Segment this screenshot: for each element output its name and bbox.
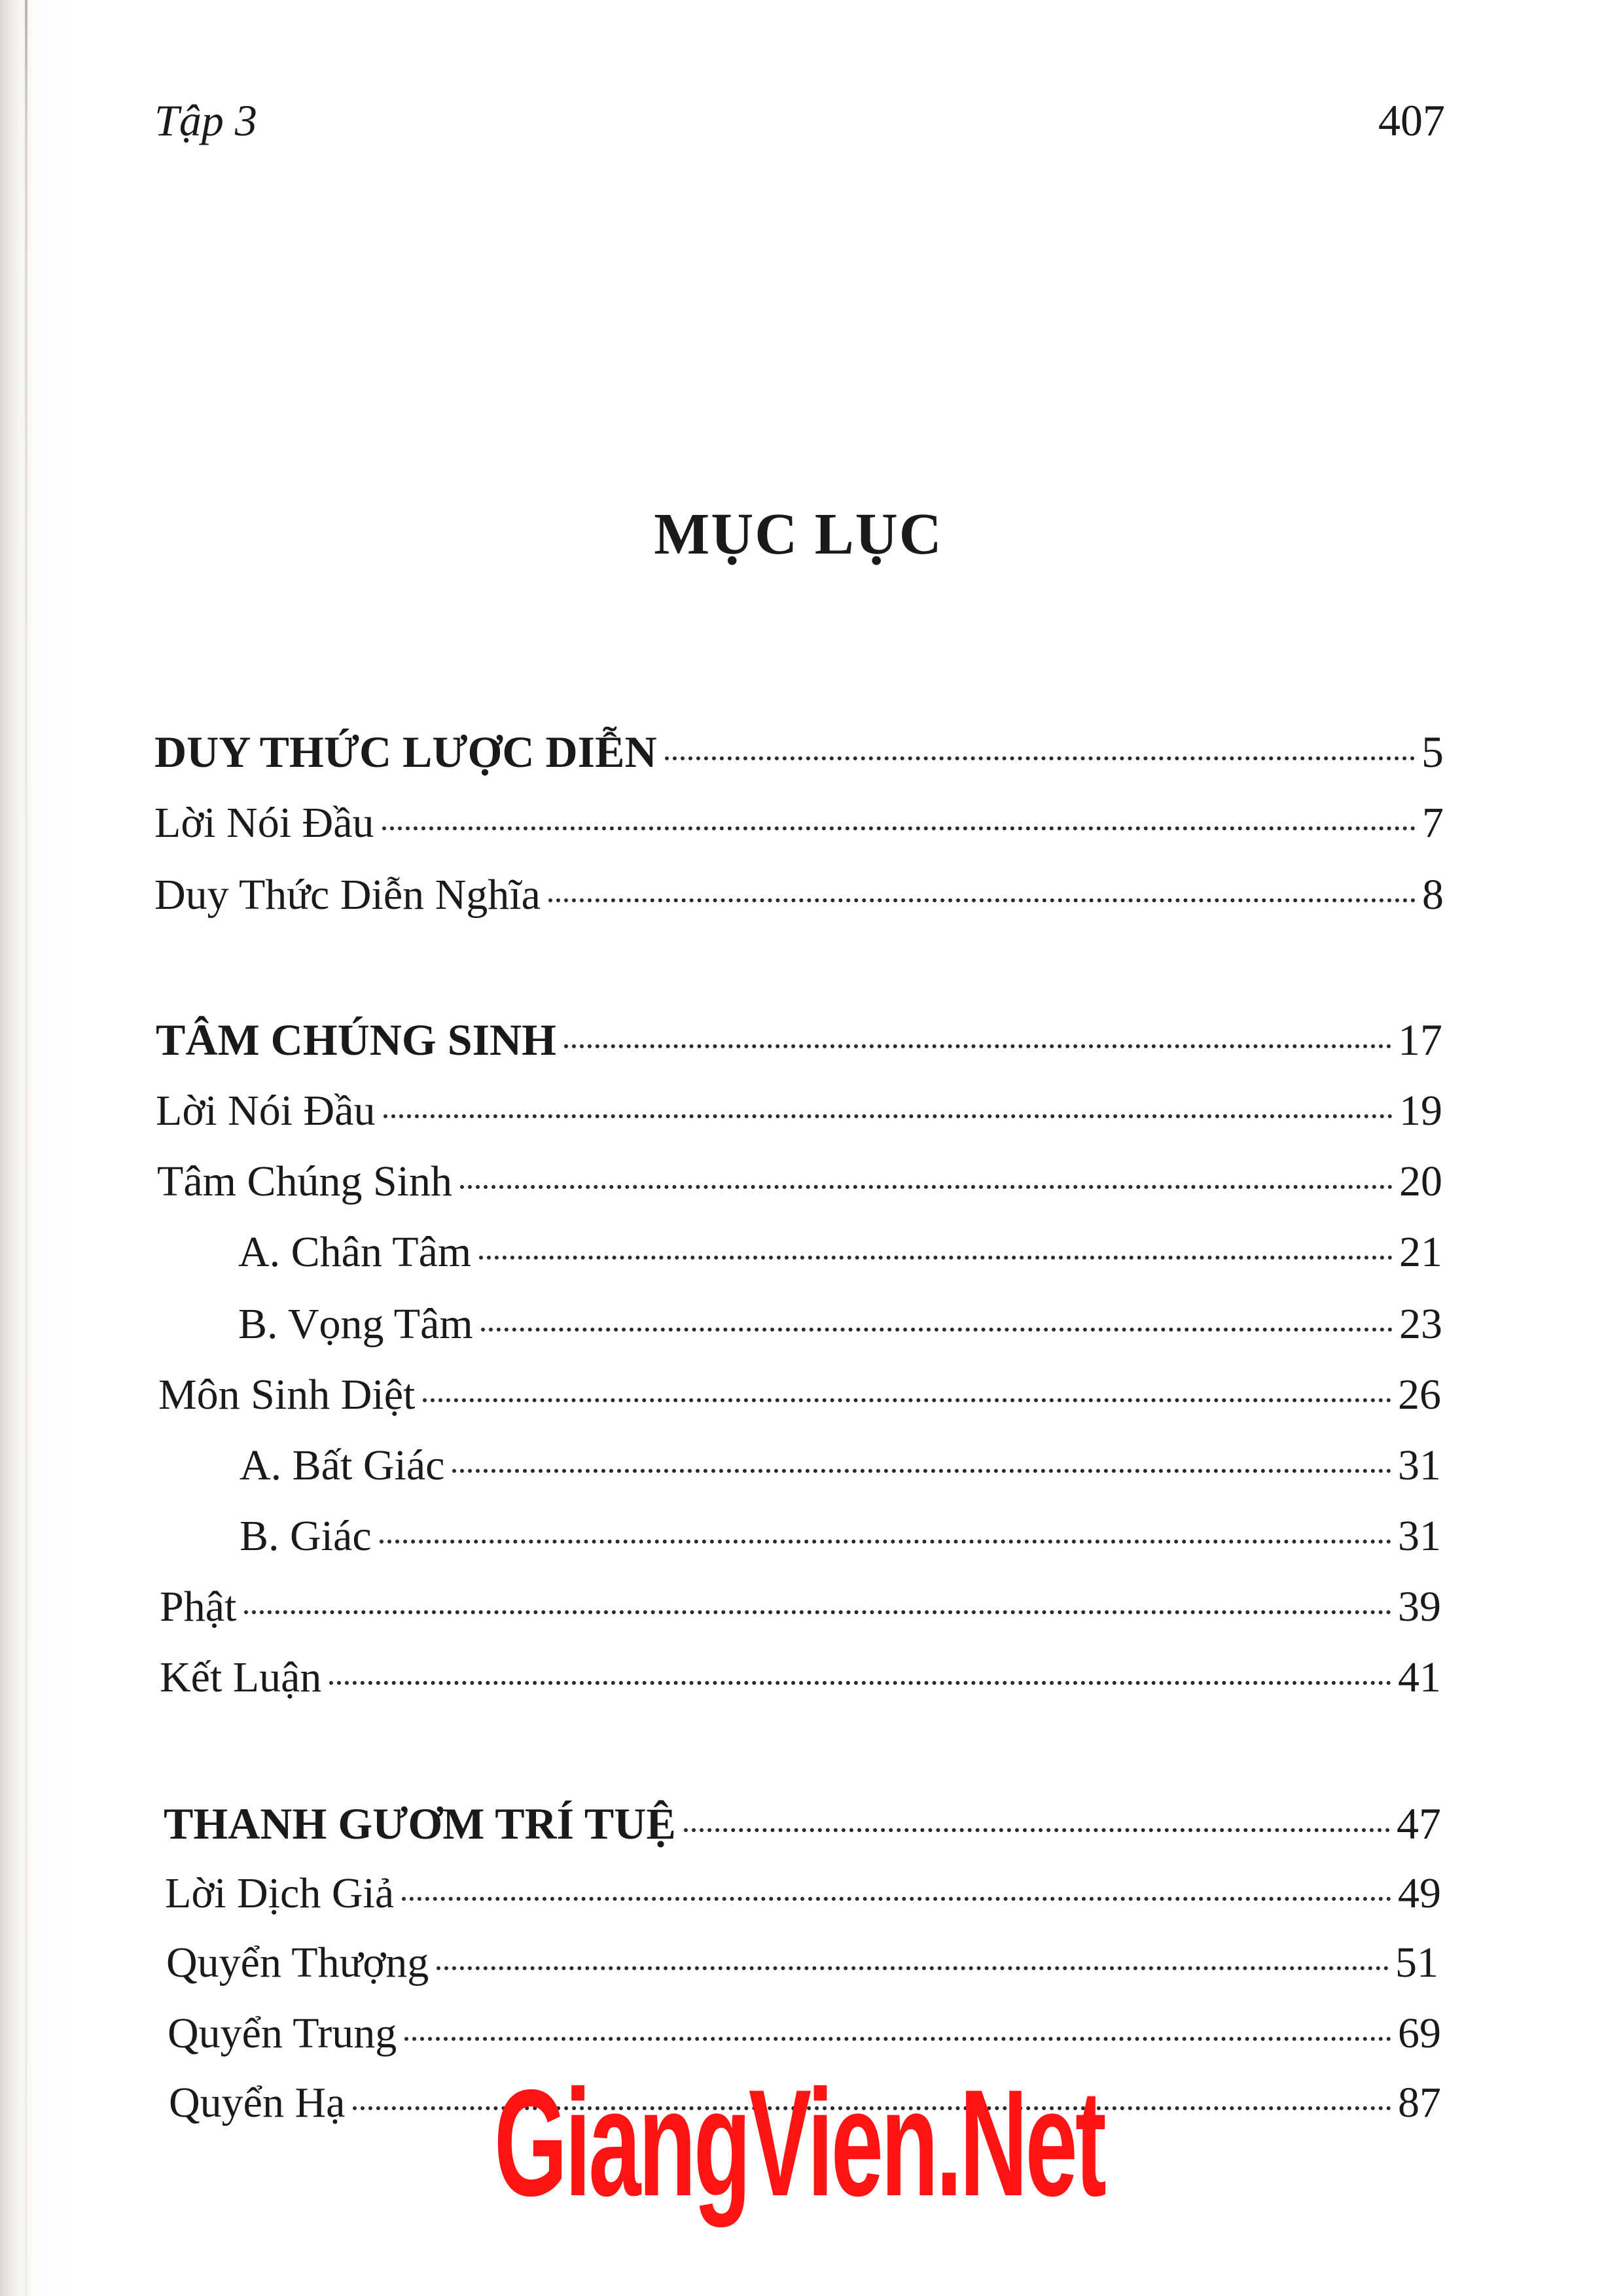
toc-entry — [160, 1582, 1441, 1634]
toc-entry-page: 41 — [1398, 1653, 1441, 1701]
toc-entry-page: 19 — [1399, 1087, 1442, 1135]
toc-entry-label: B. Giác — [240, 1512, 372, 1560]
toc-entry-page: 8 — [1422, 871, 1444, 919]
toc-entry-label: Lời Nói Đầu — [156, 1087, 376, 1135]
toc-entry-label: A. Bất Giác — [240, 1441, 445, 1489]
toc-entry — [240, 1511, 1441, 1564]
toc-entry — [166, 1938, 1438, 1990]
toc-leader-dots — [402, 1897, 1391, 1901]
toc-entry-label: Kết Luận — [160, 1653, 322, 1701]
toc-entry-page: 51 — [1395, 1939, 1438, 1987]
toc-entry — [238, 1227, 1442, 1280]
toc-entry-page: 69 — [1398, 2009, 1441, 2057]
toc-entry-page: 49 — [1398, 1869, 1441, 1917]
toc-entry-label: Lời Nói Đầu — [154, 799, 374, 847]
toc-entry-label: Duy Thức Diễn Nghĩa — [154, 871, 541, 919]
toc-leader-dots — [329, 1681, 1391, 1685]
toc-leader-dots — [382, 826, 1416, 830]
running-head-page-number: 407 — [1378, 96, 1445, 145]
toc-leader-dots — [684, 1828, 1390, 1832]
toc-entry-label: Lời Dịch Giả — [165, 1869, 395, 1917]
toc-entry-page: 31 — [1398, 1441, 1441, 1489]
toc-entry-label: Tâm Chúng Sinh — [157, 1157, 453, 1205]
toc-leader-dots — [380, 1540, 1391, 1544]
toc-entry-page: 17 — [1398, 1015, 1442, 1065]
toc-entry — [240, 1441, 1441, 1493]
toc-entry — [158, 1370, 1441, 1422]
toc-leader-dots — [665, 756, 1415, 760]
toc-entry — [165, 1869, 1441, 1921]
toc-leader-dots — [460, 1185, 1393, 1189]
toc-entry-label: TÂM CHÚNG SINH — [156, 1015, 557, 1065]
toc-entry-page: 47 — [1397, 1799, 1441, 1848]
toc-entry-label: Quyển Hạ — [169, 2079, 346, 2127]
toc-entry-label: Quyển Thượng — [166, 1939, 429, 1987]
toc-entry-label: A. Chân Tâm — [238, 1228, 472, 1276]
toc-entry — [154, 798, 1444, 851]
toc-entry-page: 26 — [1398, 1371, 1441, 1419]
toc-entry — [154, 726, 1444, 779]
toc-leader-dots — [564, 1044, 1391, 1048]
toc-entry-page: 87 — [1398, 2079, 1441, 2127]
toc-leader-dots — [452, 1469, 1391, 1473]
toc-entry-label: Môn Sinh Diệt — [158, 1371, 416, 1419]
toc-entry-page: 21 — [1399, 1228, 1442, 1276]
toc-leader-dots — [479, 1256, 1393, 1260]
toc-leader-dots — [548, 898, 1416, 902]
toc-leader-dots — [423, 1398, 1391, 1402]
toc-entry — [156, 1086, 1442, 1139]
toc-leader-dots — [481, 1328, 1393, 1332]
toc-entry-label: B. Vọng Tâm — [238, 1300, 473, 1348]
toc-entry — [154, 870, 1444, 923]
toc-entry — [238, 1299, 1442, 1352]
toc-entry-page: 23 — [1399, 1300, 1442, 1348]
toc-entry — [160, 1653, 1441, 1705]
toc-leader-dots — [383, 1114, 1393, 1118]
toc-entry-page: 39 — [1398, 1583, 1441, 1631]
toc-entry — [156, 1014, 1442, 1067]
toc-leader-dots — [244, 1610, 1391, 1614]
toc-entry-page: 5 — [1421, 727, 1444, 777]
toc-entry-page: 20 — [1399, 1157, 1442, 1205]
watermark-text: GiangVien.Net — [494, 2058, 1105, 2228]
toc-entry-label: DUY THỨC LƯỢC DIỄN — [154, 727, 657, 777]
running-head-volume: Tập 3 — [154, 96, 257, 145]
toc-entry-label: Phật — [160, 1583, 237, 1631]
toc-entry — [157, 1157, 1442, 1209]
toc-title: MỤC LỤC — [654, 502, 943, 567]
toc-entry-page: 7 — [1422, 799, 1444, 847]
toc-entry-label: Quyển Trung — [168, 2009, 397, 2057]
toc-entry-label: THANH GƯƠM TRÍ TUỆ — [164, 1799, 676, 1848]
toc-entry — [168, 2009, 1441, 2061]
toc-entry-page: 31 — [1398, 1512, 1441, 1560]
toc-leader-dots — [404, 2037, 1391, 2041]
toc-entry — [164, 1798, 1441, 1850]
book-spine-shadow — [25, 0, 27, 2296]
toc-leader-dots — [437, 1966, 1389, 1970]
